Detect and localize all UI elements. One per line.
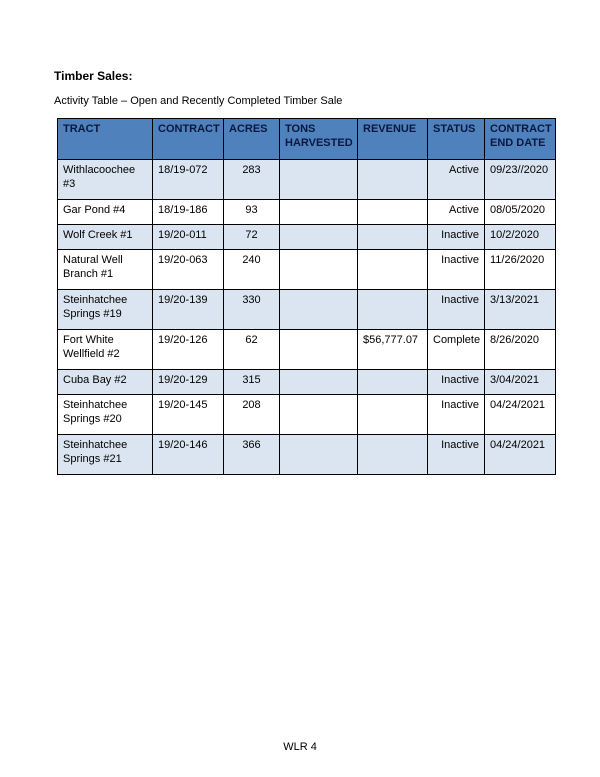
status-cell: Inactive [428, 250, 485, 290]
page-footer: WLR 4 [283, 741, 317, 753]
tons-cell [280, 435, 358, 475]
table-row [58, 330, 556, 370]
contract-cell: 19/20-139 [153, 290, 224, 330]
revenue-cell [358, 250, 428, 290]
end-date-cell: 08/05/2020 [485, 200, 556, 225]
column-header-revenue: REVENUE [358, 119, 428, 160]
acres-cell: 366 [224, 435, 280, 475]
contract-cell: 18/19-186 [153, 200, 224, 225]
contract-cell: 18/19-072 [153, 160, 224, 200]
tons-cell [280, 290, 358, 330]
column-header-contract-end-date: CONTRACT END DATE [485, 119, 556, 160]
revenue-cell [358, 370, 428, 395]
status-cell: Active [428, 160, 485, 200]
contract-cell: 19/20-011 [153, 225, 224, 250]
status-cell: Inactive [428, 370, 485, 395]
status-cell: Inactive [428, 225, 485, 250]
table-row [58, 200, 556, 225]
acres-cell: 93 [224, 200, 280, 225]
column-header-tons-harvested: TONS HARVESTED [280, 119, 358, 160]
tons-cell [280, 370, 358, 395]
acres-cell: 283 [224, 160, 280, 200]
end-date-cell: 8/26/2020 [485, 330, 556, 370]
contract-cell: 19/20-145 [153, 395, 224, 435]
acres-cell: 330 [224, 290, 280, 330]
tract-cell: Steinhatchee Springs #21 [58, 435, 153, 475]
table-caption: Activity Table – Open and Recently Completed Timber Sale [54, 95, 343, 107]
status-cell: Active [428, 200, 485, 225]
tons-cell [280, 330, 358, 370]
tons-cell [280, 250, 358, 290]
section-heading: Timber Sales: [54, 69, 133, 83]
contract-cell: 19/20-063 [153, 250, 224, 290]
column-header-contract: CONTRACT [153, 119, 224, 160]
table-row [58, 250, 556, 290]
revenue-cell [358, 395, 428, 435]
tract-cell: Steinhatchee Springs #19 [58, 290, 153, 330]
column-header-status: STATUS [428, 119, 485, 160]
table-row [58, 435, 556, 475]
tract-cell: Natural Well Branch #1 [58, 250, 153, 290]
table-row [58, 225, 556, 250]
tons-cell [280, 160, 358, 200]
acres-cell: 315 [224, 370, 280, 395]
tract-cell: Steinhatchee Springs #20 [58, 395, 153, 435]
timber-sales-table [57, 118, 556, 475]
table-row [58, 370, 556, 395]
table-header-row [58, 119, 556, 160]
end-date-cell: 04/24/2021 [485, 435, 556, 475]
status-cell: Inactive [428, 290, 485, 330]
contract-cell: 19/20-126 [153, 330, 224, 370]
tons-cell [280, 395, 358, 435]
acres-cell: 62 [224, 330, 280, 370]
tract-cell: Gar Pond #4 [58, 200, 153, 225]
table-row [58, 290, 556, 330]
contract-cell: 19/20-146 [153, 435, 224, 475]
tract-cell: Withlacoochee #3 [58, 160, 153, 200]
column-header-acres: ACRES [224, 119, 280, 160]
tons-cell [280, 200, 358, 225]
contract-cell: 19/20-129 [153, 370, 224, 395]
status-cell: Inactive [428, 395, 485, 435]
end-date-cell: 11/26/2020 [485, 250, 556, 290]
revenue-cell [358, 435, 428, 475]
tract-cell: Cuba Bay #2 [58, 370, 153, 395]
column-header-tract: TRACT [58, 119, 153, 160]
end-date-cell: 3/13/2021 [485, 290, 556, 330]
revenue-cell [358, 160, 428, 200]
table-row [58, 160, 556, 200]
tract-cell: Wolf Creek #1 [58, 225, 153, 250]
end-date-cell: 3/04/2021 [485, 370, 556, 395]
acres-cell: 240 [224, 250, 280, 290]
status-cell: Complete [428, 330, 485, 370]
status-cell: Inactive [428, 435, 485, 475]
revenue-cell [358, 290, 428, 330]
acres-cell: 72 [224, 225, 280, 250]
revenue-cell [358, 225, 428, 250]
end-date-cell: 10/2/2020 [485, 225, 556, 250]
end-date-cell: 04/24/2021 [485, 395, 556, 435]
tract-cell: Fort White Wellfield #2 [58, 330, 153, 370]
end-date-cell: 09/23//2020 [485, 160, 556, 200]
revenue-cell [358, 200, 428, 225]
tons-cell [280, 225, 358, 250]
revenue-cell: $56,777.07 [358, 330, 428, 370]
acres-cell: 208 [224, 395, 280, 435]
table-row [58, 395, 556, 435]
